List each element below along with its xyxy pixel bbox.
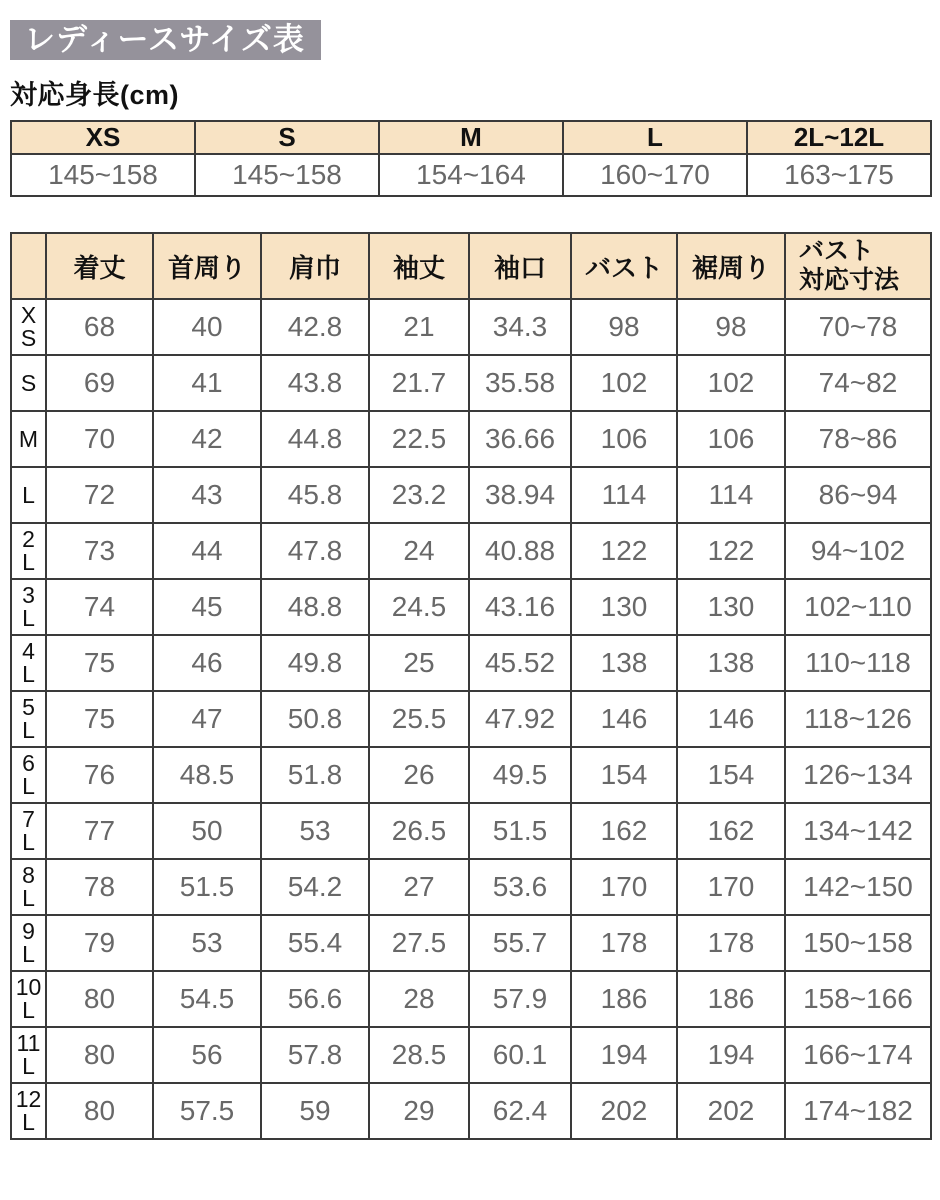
size-col-header: 袖丈 (369, 233, 469, 299)
size-value-cell: 178 (571, 915, 677, 971)
size-value-cell: 77 (46, 803, 153, 859)
height-col-header: M (379, 121, 563, 154)
size-value-cell: 40.88 (469, 523, 571, 579)
size-value-cell: 70 (46, 411, 153, 467)
size-row-10L (11, 971, 931, 1027)
height-table-heading: 対応身長(cm) (10, 80, 180, 110)
size-row-label: 3 L (11, 579, 46, 635)
size-value-cell: 174~182 (785, 1083, 931, 1139)
size-row-label: 4 L (11, 635, 46, 691)
height-range-cell: 163~175 (747, 154, 931, 196)
height-range-cell: 145~158 (11, 154, 195, 196)
size-value-cell: 21.7 (369, 355, 469, 411)
size-value-cell: 150~158 (785, 915, 931, 971)
size-col-header: 裾周り (677, 233, 785, 299)
size-value-cell: 57.9 (469, 971, 571, 1027)
size-value-cell: 130 (677, 579, 785, 635)
size-value-cell: 27 (369, 859, 469, 915)
page-title: レディースサイズ表 (10, 20, 321, 60)
size-value-cell: 78 (46, 859, 153, 915)
size-value-cell: 49.5 (469, 747, 571, 803)
size-value-cell: 74~82 (785, 355, 931, 411)
size-row-L (11, 467, 931, 523)
size-value-cell: 114 (571, 467, 677, 523)
size-row-label: M (11, 411, 46, 467)
size-row-2L (11, 523, 931, 579)
size-value-cell: 25 (369, 635, 469, 691)
size-value-cell: 122 (677, 523, 785, 579)
size-row-7L (11, 803, 931, 859)
size-value-cell: 80 (46, 1027, 153, 1083)
size-value-cell: 194 (571, 1027, 677, 1083)
size-value-cell: 118~126 (785, 691, 931, 747)
size-value-cell: 138 (677, 635, 785, 691)
size-row-label: 7 L (11, 803, 46, 859)
size-value-cell: 28 (369, 971, 469, 1027)
size-value-cell: 21 (369, 299, 469, 355)
height-col-header: 2L~12L (747, 121, 931, 154)
size-value-cell: 56.6 (261, 971, 369, 1027)
size-value-cell: 24 (369, 523, 469, 579)
size-value-cell: 51.8 (261, 747, 369, 803)
size-row-9L (11, 915, 931, 971)
size-value-cell: 43.16 (469, 579, 571, 635)
size-value-cell: 26 (369, 747, 469, 803)
size-value-cell: 55.4 (261, 915, 369, 971)
size-value-cell: 186 (571, 971, 677, 1027)
size-value-cell: 86~94 (785, 467, 931, 523)
size-value-cell: 68 (46, 299, 153, 355)
height-range-cell: 160~170 (563, 154, 747, 196)
size-row-12L (11, 1083, 931, 1139)
size-value-cell: 154 (571, 747, 677, 803)
size-value-cell: 98 (677, 299, 785, 355)
size-table-corner-cell (11, 233, 46, 299)
size-value-cell: 154 (677, 747, 785, 803)
size-value-cell: 106 (571, 411, 677, 467)
size-value-cell: 202 (571, 1083, 677, 1139)
size-row-label: 11 L (11, 1027, 46, 1083)
size-row-6L (11, 747, 931, 803)
size-value-cell: 70~78 (785, 299, 931, 355)
size-value-cell: 158~166 (785, 971, 931, 1027)
size-value-cell: 53 (261, 803, 369, 859)
size-value-cell: 102~110 (785, 579, 931, 635)
size-value-cell: 57.5 (153, 1083, 261, 1139)
size-value-cell: 53 (153, 915, 261, 971)
size-value-cell: 146 (677, 691, 785, 747)
size-row-3L (11, 579, 931, 635)
size-row-5L (11, 691, 931, 747)
height-table (10, 120, 932, 197)
size-value-cell: 79 (46, 915, 153, 971)
size-value-cell: 162 (571, 803, 677, 859)
size-value-cell: 26.5 (369, 803, 469, 859)
size-col-header: 肩巾 (261, 233, 369, 299)
size-value-cell: 202 (677, 1083, 785, 1139)
size-table-body (11, 299, 931, 1139)
size-row-label: S (11, 355, 46, 411)
size-value-cell: 57.8 (261, 1027, 369, 1083)
size-value-cell: 142~150 (785, 859, 931, 915)
size-row-label: 2 L (11, 523, 46, 579)
size-value-cell: 42.8 (261, 299, 369, 355)
size-value-cell: 29 (369, 1083, 469, 1139)
size-value-cell: 62.4 (469, 1083, 571, 1139)
size-value-cell: 23.2 (369, 467, 469, 523)
size-value-cell: 50 (153, 803, 261, 859)
size-value-cell: 194 (677, 1027, 785, 1083)
size-value-cell: 98 (571, 299, 677, 355)
size-value-cell: 80 (46, 971, 153, 1027)
size-value-cell: 40 (153, 299, 261, 355)
size-value-cell: 80 (46, 1083, 153, 1139)
height-col-header: L (563, 121, 747, 154)
size-value-cell: 69 (46, 355, 153, 411)
size-value-cell: 54.2 (261, 859, 369, 915)
size-value-cell: 51.5 (469, 803, 571, 859)
size-value-cell: 75 (46, 635, 153, 691)
size-value-cell: 53.6 (469, 859, 571, 915)
size-row-label: 6 L (11, 747, 46, 803)
size-value-cell: 126~134 (785, 747, 931, 803)
size-value-cell: 35.58 (469, 355, 571, 411)
height-col-header: S (195, 121, 379, 154)
size-value-cell: 72 (46, 467, 153, 523)
size-value-cell: 48.8 (261, 579, 369, 635)
size-value-cell: 170 (677, 859, 785, 915)
size-value-cell: 114 (677, 467, 785, 523)
size-value-cell: 170 (571, 859, 677, 915)
size-value-cell: 24.5 (369, 579, 469, 635)
size-value-cell: 74 (46, 579, 153, 635)
size-value-cell: 102 (677, 355, 785, 411)
size-value-cell: 73 (46, 523, 153, 579)
size-value-cell: 43 (153, 467, 261, 523)
size-value-cell: 94~102 (785, 523, 931, 579)
size-value-cell: 41 (153, 355, 261, 411)
size-value-cell: 48.5 (153, 747, 261, 803)
size-value-cell: 146 (571, 691, 677, 747)
size-value-cell: 28.5 (369, 1027, 469, 1083)
size-value-cell: 56 (153, 1027, 261, 1083)
size-value-cell: 27.5 (369, 915, 469, 971)
size-value-cell: 47.92 (469, 691, 571, 747)
size-row-XS (11, 299, 931, 355)
size-value-cell: 45.52 (469, 635, 571, 691)
size-row-label: 8 L (11, 859, 46, 915)
size-value-cell: 60.1 (469, 1027, 571, 1083)
height-range-cell: 145~158 (195, 154, 379, 196)
size-row-label: 5 L (11, 691, 46, 747)
size-table (10, 232, 932, 1140)
size-row-4L (11, 635, 931, 691)
size-value-cell: 75 (46, 691, 153, 747)
size-value-cell: 59 (261, 1083, 369, 1139)
size-row-label: L (11, 467, 46, 523)
height-table-header-row (11, 121, 931, 154)
height-range-cell: 154~164 (379, 154, 563, 196)
size-value-cell: 138 (571, 635, 677, 691)
size-value-cell: 34.3 (469, 299, 571, 355)
size-value-cell: 134~142 (785, 803, 931, 859)
size-value-cell: 43.8 (261, 355, 369, 411)
size-table-header-row (11, 233, 931, 299)
size-col-header: 首周り (153, 233, 261, 299)
size-value-cell: 51.5 (153, 859, 261, 915)
size-col-header: バスト 対応寸法 (785, 233, 931, 299)
size-row-label: 9 L (11, 915, 46, 971)
height-table-value-row (11, 154, 931, 196)
size-value-cell: 178 (677, 915, 785, 971)
size-value-cell: 45 (153, 579, 261, 635)
size-value-cell: 44.8 (261, 411, 369, 467)
size-value-cell: 122 (571, 523, 677, 579)
size-value-cell: 110~118 (785, 635, 931, 691)
size-row-label: 10 L (11, 971, 46, 1027)
size-value-cell: 102 (571, 355, 677, 411)
size-row-label: X S (11, 299, 46, 355)
size-col-header: 着丈 (46, 233, 153, 299)
size-value-cell: 47 (153, 691, 261, 747)
size-value-cell: 44 (153, 523, 261, 579)
size-value-cell: 38.94 (469, 467, 571, 523)
size-value-cell: 25.5 (369, 691, 469, 747)
size-row-11L (11, 1027, 931, 1083)
size-value-cell: 76 (46, 747, 153, 803)
size-value-cell: 47.8 (261, 523, 369, 579)
size-value-cell: 106 (677, 411, 785, 467)
size-row-S (11, 355, 931, 411)
size-value-cell: 162 (677, 803, 785, 859)
size-row-8L (11, 859, 931, 915)
size-value-cell: 36.66 (469, 411, 571, 467)
size-row-M (11, 411, 931, 467)
size-value-cell: 42 (153, 411, 261, 467)
size-value-cell: 186 (677, 971, 785, 1027)
size-col-header: バスト (571, 233, 677, 299)
size-value-cell: 54.5 (153, 971, 261, 1027)
size-value-cell: 46 (153, 635, 261, 691)
size-row-label: 12 L (11, 1083, 46, 1139)
size-value-cell: 45.8 (261, 467, 369, 523)
height-col-header: XS (11, 121, 195, 154)
size-value-cell: 55.7 (469, 915, 571, 971)
size-value-cell: 22.5 (369, 411, 469, 467)
size-value-cell: 49.8 (261, 635, 369, 691)
size-value-cell: 166~174 (785, 1027, 931, 1083)
size-value-cell: 50.8 (261, 691, 369, 747)
size-value-cell: 78~86 (785, 411, 931, 467)
size-col-header: 袖口 (469, 233, 571, 299)
size-value-cell: 130 (571, 579, 677, 635)
